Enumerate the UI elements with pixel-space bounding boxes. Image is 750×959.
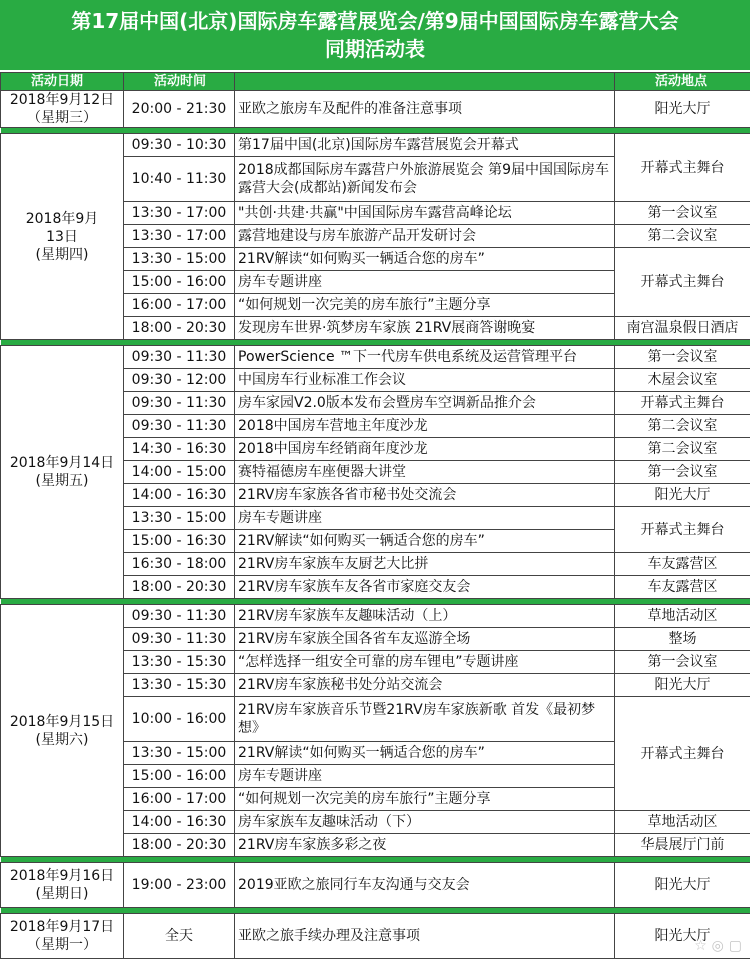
location-cell: 第一会议室 [615,461,750,484]
date-cell [1,91,124,128]
activity-cell: 21RV房车家族多彩之夜 [235,834,615,857]
time-cell: 09:30 - 10:30 [124,134,235,157]
table-row [1,914,750,959]
time-cell: 14:00 - 15:00 [124,461,235,484]
time-cell: 13:30 - 15:30 [124,651,235,674]
location-cell: 阳光大厅 [615,914,750,959]
page-subtitle: 同期活动表 [0,35,750,63]
date-line: (星期六) [4,731,120,749]
location-cell: 开幕式主舞台 [615,507,750,553]
table-row [1,91,750,128]
activity-cell: “怎样选择一组安全可靠的房车锂电”专题讲座 [235,651,615,674]
activity-cell: 亚欧之旅手续办理及注意事项 [235,914,615,959]
time-cell: 19:00 - 23:00 [124,863,235,908]
location-cell: 阳光大厅 [615,674,750,697]
time-cell: 14:30 - 16:30 [124,438,235,461]
activity-cell: 21RV房车家族车友厨艺大比拼 [235,553,615,576]
date-line: （星期三） [4,109,120,127]
location-cell: 整场 [615,628,750,651]
date-line: 2018年9月17日 [4,918,120,936]
location-cell: 阳光大厅 [615,863,750,908]
date-cell [1,346,124,599]
table-row [1,134,750,157]
time-cell: 13:30 - 15:00 [124,742,235,765]
activity-cell: 21RV房车家族车友各省市家庭交友会 [235,576,615,599]
location-cell: 木屋会议室 [615,369,750,392]
table-row [1,346,750,369]
date-cell [1,914,124,959]
activity-cell: 21RV房车家族秘书处分站交流会 [235,674,615,697]
activity-cell: 21RV解读“如何购买一辆适合您的房车” [235,530,615,553]
location-cell: 华晨展厅门前 [615,834,750,857]
activity-cell: 21RV解读“如何购买一辆适合您的房车” [235,248,615,271]
activity-cell: “如何规划一次完美的房车旅行”主题分享 [235,294,615,317]
activity-cell: 房车家园V2.0版本发布会暨房车空调新品推介会 [235,392,615,415]
location-cell: 第一会议室 [615,346,750,369]
header-row [1,73,750,91]
activity-cell: 21RV房车家族车友趣味活动（上） [235,605,615,628]
time-cell: 13:30 - 15:00 [124,507,235,530]
table-row [1,605,750,628]
date-line: (星期四) [4,246,120,264]
location-cell: 车友露营区 [615,553,750,576]
location-cell: 阳光大厅 [615,484,750,507]
activity-cell: 亚欧之旅房车及配件的准备注意事项 [235,91,615,128]
time-cell: 18:00 - 20:30 [124,834,235,857]
activity-cell: 第17届中国(北京)国际房车露营展览会开幕式 [235,134,615,157]
col-header-location: 活动地点 [615,73,750,91]
date-cell [1,134,124,340]
activity-cell: PowerScience ™下一代房车供电系统及运营管理平台 [235,346,615,369]
watermark-logo: ☆ ◎ ▢ [694,938,742,954]
date-line: (星期日) [4,885,120,903]
time-cell: 15:00 - 16:30 [124,530,235,553]
location-cell: 开幕式主舞台 [615,248,750,317]
activity-cell: "共创·共建·共赢"中国国际房车露营高峰论坛 [235,202,615,225]
location-cell: 第二会议室 [615,438,750,461]
date-line: 2018年9月16日 [4,867,120,885]
location-cell: 开幕式主舞台 [615,392,750,415]
date-line: (星期五) [4,472,120,490]
date-line: 2018年9月12日 [4,91,120,109]
date-line: 2018年9月15日 [4,713,120,731]
location-cell: 阳光大厅 [615,91,750,128]
activity-cell: 房车专题讲座 [235,271,615,294]
activity-cell: 赛特福德房车座便器大讲堂 [235,461,615,484]
schedule-body [1,91,750,959]
activity-cell: 露营地建设与房车旅游产品开发研讨会 [235,225,615,248]
time-cell: 15:00 - 16:00 [124,765,235,788]
activity-cell: 中国房车行业标准工作会议 [235,369,615,392]
time-cell: 16:30 - 18:00 [124,553,235,576]
activity-cell: 房车家族车友趣味活动（下） [235,811,615,834]
location-cell: 开幕式主舞台 [615,697,750,811]
date-line: 2018年9月 [4,210,120,228]
table-row [1,863,750,908]
activity-cell: 21RV房车家族各省市秘书处交流会 [235,484,615,507]
location-cell: 第二会议室 [615,225,750,248]
time-cell: 09:30 - 11:30 [124,605,235,628]
time-cell: 18:00 - 20:30 [124,317,235,340]
activity-cell: 2018中国房车经销商年度沙龙 [235,438,615,461]
time-cell: 13:30 - 15:00 [124,248,235,271]
schedule-table [0,72,750,959]
time-cell: 09:30 - 11:30 [124,415,235,438]
time-cell: 09:30 - 12:00 [124,369,235,392]
location-cell: 草地活动区 [615,605,750,628]
activity-cell: 2019亚欧之旅同行车友沟通与交友会 [235,863,615,908]
time-cell: 15:00 - 16:00 [124,271,235,294]
date-line: 13日 [4,228,120,246]
location-cell: 开幕式主舞台 [615,134,750,202]
time-cell: 16:00 - 17:00 [124,294,235,317]
activity-cell: 房车专题讲座 [235,765,615,788]
page-header [0,0,750,70]
activity-cell: “如何规划一次完美的房车旅行”主题分享 [235,788,615,811]
time-cell: 10:40 - 11:30 [124,157,235,202]
location-cell: 第一会议室 [615,202,750,225]
time-cell: 14:00 - 16:30 [124,811,235,834]
date-line: （星期一） [4,936,120,954]
activity-cell: 21RV房车家族音乐节暨21RV房车家族新歌 首发《最初梦想》 [235,697,615,742]
time-cell: 20:00 - 21:30 [124,91,235,128]
location-cell: 草地活动区 [615,811,750,834]
time-cell: 16:00 - 17:00 [124,788,235,811]
activity-cell: 房车专题讲座 [235,507,615,530]
time-cell: 10:00 - 16:00 [124,697,235,742]
time-cell: 13:30 - 15:30 [124,674,235,697]
page-title: 第17届中国(北京)国际房车露营展览会/第9届中国国际房车露营大会 [0,7,750,35]
location-cell: 南宫温泉假日酒店 [615,317,750,340]
date-line: 2018年9月14日 [4,454,120,472]
location-cell: 第二会议室 [615,415,750,438]
time-cell: 全天 [124,914,235,959]
location-cell: 第一会议室 [615,651,750,674]
col-header-time: 活动时间 [124,73,235,91]
time-cell: 13:30 - 17:00 [124,202,235,225]
activity-cell: 21RV房车家族全国各省车友巡游全场 [235,628,615,651]
time-cell: 09:30 - 11:30 [124,346,235,369]
time-cell: 18:00 - 20:30 [124,576,235,599]
date-cell [1,863,124,908]
col-header-activity [235,73,615,91]
activity-cell: 2018成都国际房车露营户外旅游展览会 第9届中国国际房车露营大会(成都站)新闻发布会 [235,157,615,202]
time-cell: 14:00 - 16:30 [124,484,235,507]
activity-cell: 21RV解读“如何购买一辆适合您的房车” [235,742,615,765]
time-cell: 13:30 - 17:00 [124,225,235,248]
time-cell: 09:30 - 11:30 [124,392,235,415]
activity-cell: 发现房车世界·筑梦房车家族 21RV展商答谢晚宴 [235,317,615,340]
activity-cell: 2018中国房车营地主年度沙龙 [235,415,615,438]
col-header-date: 活动日期 [1,73,124,91]
date-cell [1,605,124,857]
location-cell: 车友露营区 [615,576,750,599]
time-cell: 09:30 - 11:30 [124,628,235,651]
